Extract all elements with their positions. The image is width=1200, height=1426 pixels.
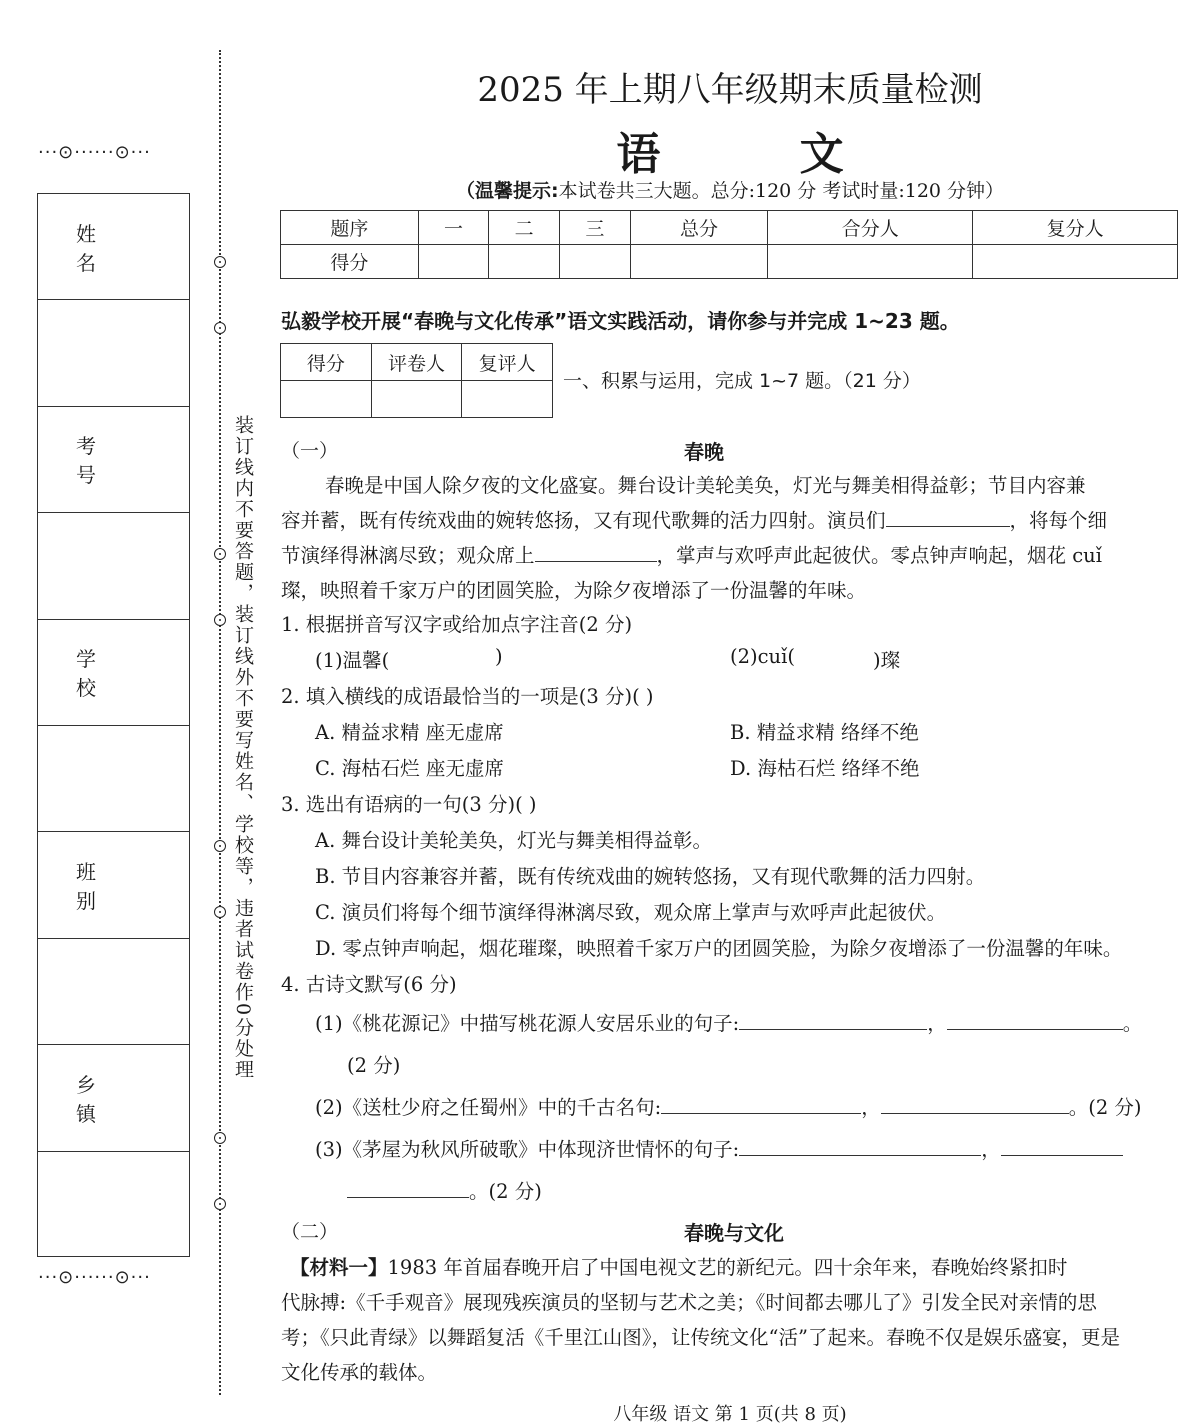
score-table-header: 复分人	[973, 211, 1178, 245]
binding-dotted-line	[219, 50, 221, 1395]
material-label: 【材料一】	[290, 1256, 388, 1279]
passage-line	[281, 540, 1102, 568]
item-comma: ，	[981, 1138, 1001, 1161]
score-cell[interactable]	[768, 245, 973, 279]
item-comma: ，	[927, 1012, 947, 1035]
question-3-stem: 3. 选出有语病的一句(3 分)( )	[281, 793, 537, 816]
part-two-label: （二）	[281, 1221, 339, 1243]
question-3-option-a[interactable]: A. 舞台设计美轮美奂，灯光与舞美相得益彰。	[315, 829, 712, 852]
info-cell-name: 姓 名	[38, 194, 189, 300]
tip-label: （温馨提示:	[455, 180, 559, 202]
info-cell-exam-number: 考 号	[38, 407, 189, 513]
binding-hole-icon	[214, 614, 226, 626]
score-cell[interactable]	[560, 245, 631, 279]
item-period: 。	[1122, 1012, 1143, 1035]
score-table	[280, 210, 1178, 279]
question-4-item-1	[315, 1008, 1142, 1036]
exam-title: 2025 年上期八年级期末质量检测	[477, 70, 983, 110]
binding-hole-icon	[214, 1132, 226, 1144]
grader-header: 得分	[281, 344, 372, 381]
answer-blank[interactable]	[1001, 1137, 1123, 1156]
tip-text: 本试卷共三大题。总分:120 分 考试时量:120 分钟）	[558, 180, 1005, 202]
passage-line: 璨，映照着千家万户的团圆笑脸，为除夕夜增添了一份温馨的年味。	[281, 579, 867, 602]
question-4-item-3-cont	[347, 1176, 542, 1204]
grader-cell[interactable]	[462, 381, 553, 418]
material-line	[290, 1252, 1067, 1280]
passage-line	[281, 505, 1107, 533]
question-4-stem: 4. 古诗文默写(6 分)	[281, 973, 457, 996]
material-line: 代脉搏:《千手观音》展现残疾演员的坚韧与艺术之美；《时间都去哪儿了》引发全民对亲情的思	[281, 1291, 1097, 1314]
binding-hole-icon	[214, 256, 226, 268]
question-3-option-b[interactable]: B. 节目内容兼容并蓄，既有传统戏曲的婉转悠扬，又有现代歌舞的活力四射。	[315, 865, 986, 888]
grader-cell[interactable]	[281, 381, 372, 418]
part-one-title: 春晚	[684, 440, 724, 464]
question-4-item-3	[315, 1134, 1123, 1162]
score-cell[interactable]	[489, 245, 560, 279]
score-cell[interactable]	[418, 245, 489, 279]
answer-blank[interactable]	[881, 1095, 1069, 1114]
question-1-stem: 1. 根据拼音写汉字或给加点字注音(2 分)	[281, 613, 633, 636]
item-text: (3)《茅屋为秋风所破歌》中体现济世情怀的句子:	[315, 1138, 740, 1161]
passage-line: 春晚是中国人除夕夜的文化盛宴。舞台设计美轮美奂，灯光与舞美相得益彰；节目内容兼	[325, 474, 1086, 497]
question-4-item-2	[315, 1092, 1142, 1120]
part-one-label: （一）	[281, 440, 339, 462]
info-cell-town: 乡 镇	[38, 1045, 189, 1151]
material-line: 考；《只此青绿》以舞蹈复活《千里江山图》，让传统文化“活”了起来。春晚不仅是娱乐盛宴，更是	[281, 1326, 1120, 1349]
binding-dot-row-top: ···⊙······⊙···	[38, 142, 151, 163]
score-row-label: 得分	[281, 245, 419, 279]
answer-blank[interactable]	[739, 1137, 981, 1156]
question-2-option-d[interactable]: D. 海枯石烂 络绎不绝	[730, 757, 920, 780]
question-1-item-a-end: )	[495, 645, 503, 668]
exam-tip	[280, 176, 1180, 203]
question-2-option-c[interactable]: C. 海枯石烂 座无虚席	[315, 757, 504, 780]
score-cell[interactable]	[630, 245, 768, 279]
question-1-item-a: (1)温馨(	[315, 649, 390, 672]
binding-dot-row-bottom: ···⊙······⊙···	[38, 1267, 151, 1288]
info-cell-town-input[interactable]	[38, 1152, 189, 1258]
score-cell[interactable]	[973, 245, 1178, 279]
activity-intro: 弘毅学校开展“春晚与文化传承”语文实践活动，请你参与并完成 1~23 题。	[281, 309, 960, 333]
answer-blank[interactable]	[739, 1011, 927, 1030]
question-2-option-b[interactable]: B. 精益求精 络绎不绝	[730, 721, 919, 744]
fill-blank[interactable]	[886, 508, 1010, 527]
section-one-heading: 一、积累与运用，完成 1~7 题。（21 分）	[563, 370, 921, 392]
passage-text: 节演绎得淋漓尽致；观众席上	[281, 544, 535, 567]
score-table-header: 总分	[630, 211, 768, 245]
grader-table	[280, 343, 553, 418]
score-table-header: 合分人	[768, 211, 973, 245]
question-3-option-d[interactable]: D. 零点钟声响起，烟花璀璨，映照着千家万户的团圆笑脸，为除夕夜增添了一份温馨的年味。	[315, 937, 1123, 960]
item-score: 。(2 分)	[469, 1180, 542, 1203]
question-1-item-b: (2)cuǐ(	[730, 645, 795, 668]
question-2-stem: 2. 填入横线的成语最恰当的一项是(3 分)( )	[281, 685, 654, 708]
grader-cell[interactable]	[371, 381, 462, 418]
binding-hole-icon	[214, 840, 226, 852]
info-cell-school-input[interactable]	[38, 726, 189, 832]
binding-hole-icon	[214, 1198, 226, 1210]
answer-blank[interactable]	[947, 1011, 1123, 1030]
passage-text: 容并蓄，既有传统戏曲的婉转悠扬，又有现代歌舞的活力四射。演员们	[281, 509, 886, 532]
score-table-header: 题序	[281, 211, 419, 245]
binding-hole-icon	[214, 322, 226, 334]
item-text: (1)《桃花源记》中描写桃花源人安居乐业的句子:	[315, 1012, 740, 1035]
info-cell-exam-number-input[interactable]	[38, 513, 189, 619]
info-cell-class: 班 别	[38, 832, 189, 938]
score-table-header: 三	[560, 211, 631, 245]
answer-blank[interactable]	[661, 1095, 861, 1114]
passage-text: ，掌声与欢呼声此起彼伏。零点钟声响起，烟花 cuǐ	[656, 544, 1102, 567]
fill-blank[interactable]	[535, 543, 657, 562]
subject-title: 语 文	[616, 129, 906, 180]
question-2-option-a[interactable]: A. 精益求精 座无虚席	[315, 721, 504, 744]
score-table-header: 一	[418, 211, 489, 245]
part-two-title: 春晚与文化	[684, 1221, 784, 1245]
binding-hole-icon	[214, 548, 226, 560]
page-footer: 八年级 语文 第 1 页(共 8 页)	[613, 1404, 847, 1425]
material-line: 文化传承的载体。	[281, 1361, 438, 1384]
item-comma: ，	[861, 1096, 881, 1119]
answer-blank[interactable]	[347, 1179, 469, 1198]
question-4-item-1-score: (2 分)	[347, 1054, 401, 1077]
binding-hole-icon	[214, 906, 226, 918]
passage-text: ，将每个细	[1009, 509, 1108, 532]
info-cell-school: 学 校	[38, 620, 189, 726]
binding-warning-note: 装订线内不要答题，装订线外不要写姓名、学校等，违者试卷作0分处理	[232, 415, 254, 1081]
score-table-header: 二	[489, 211, 560, 245]
info-cell-class-input[interactable]	[38, 939, 189, 1045]
item-score: 。(2 分)	[1068, 1096, 1142, 1119]
grader-header: 评卷人	[371, 344, 462, 381]
info-cell-name-input[interactable]	[38, 300, 189, 406]
student-info-box	[37, 193, 190, 1257]
question-3-option-c[interactable]: C. 演员们将每个细节演绎得淋漓尽致，观众席上掌声与欢呼声此起彼伏。	[315, 901, 947, 924]
item-text: (2)《送杜少府之任蜀州》中的千古名句:	[315, 1096, 662, 1119]
material-text: 1983 年首届春晚开启了中国电视文艺的新纪元。四十余年来，春晚始终紧扣时	[387, 1256, 1068, 1279]
grader-header: 复评人	[462, 344, 553, 381]
question-1-item-b-end: )璨	[873, 649, 901, 672]
